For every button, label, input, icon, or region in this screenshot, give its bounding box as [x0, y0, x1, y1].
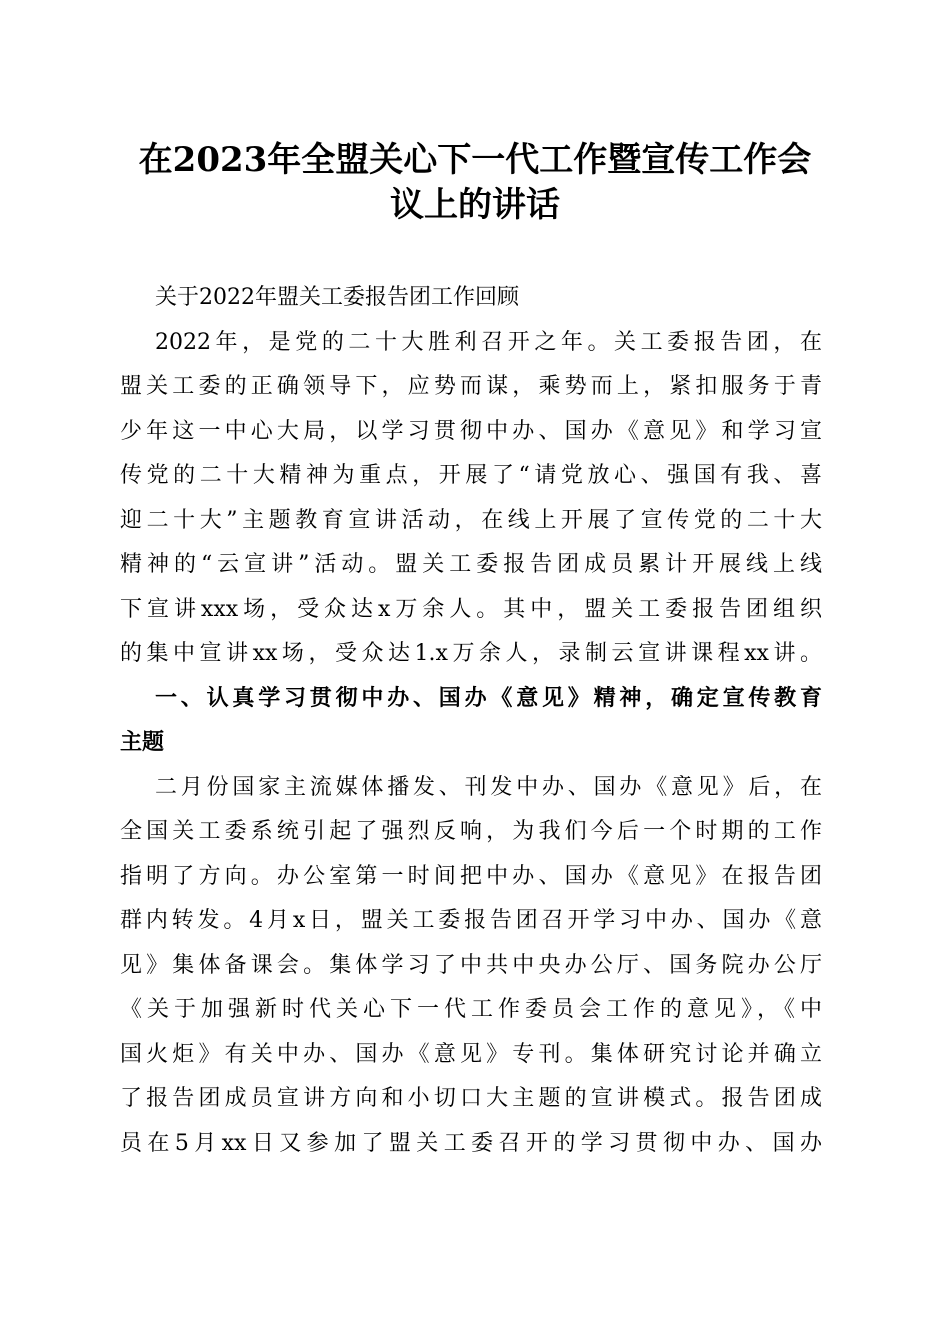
- paragraph-line: 传党的二十大精神为重点，开展了“请党放心、强国有我、喜: [120, 463, 822, 488]
- paragraph-line: 了报告团成员宣讲方向和小切口大主题的宣讲模式。报告团成: [120, 1086, 822, 1111]
- document-title-line-2: 议上的讲话: [390, 185, 560, 225]
- section-heading-line: 一、认真学习贯彻中办、国办《意见》精神，确定宣传教育: [155, 685, 822, 711]
- paragraph-line: 二月份国家主流媒体播发、刊发中办、国办《意见》后，在: [155, 774, 822, 800]
- section-heading-line: 主题: [120, 730, 165, 755]
- document-title-line-1: 在2023年全盟关心下一代工作暨宣传工作会: [138, 140, 812, 180]
- paragraph-line: 指明了方向。办公室第一时间把中办、国办《意见》在报告团: [120, 863, 822, 889]
- paragraph-line: 的集中宣讲xx场，受众达1.x万余人，录制云宣讲课程xx讲。: [120, 641, 822, 666]
- paragraph-line: 迎二十大”主题教育宣讲活动，在线上开展了宣传党的二十大: [120, 507, 822, 533]
- paragraph-line: 下宣讲xxx场，受众达x万余人。其中，盟关工委报告团组织: [120, 596, 822, 622]
- paragraph-line: 盟关工委的正确领导下，应势而谋，乘势而上，紧扣服务于青: [120, 374, 822, 399]
- paragraph-line: 《关于加强新时代关心下一代工作委员会工作的意见》，《中: [120, 997, 822, 1022]
- paragraph-line: 少年这一中心大局，以学习贯彻中办、国办《意见》和学习宣: [120, 418, 822, 444]
- paragraph-line: 见》集体备课会。集体学习了中共中央办公厅、国务院办公厅: [120, 952, 822, 978]
- paragraph-line: 全国关工委系统引起了强烈反响，为我们今后一个时期的工作: [120, 819, 822, 844]
- paragraph-line: 员在5月xx日又参加了盟关工委召开的学习贯彻中办、国办: [120, 1130, 822, 1156]
- paragraph-line: 2022年，是党的二十大胜利召开之年。关工委报告团，在: [155, 329, 822, 355]
- paragraph-line: 国火炬》有关中办、国办《意见》专刊。集体研究讨论并确立: [120, 1041, 822, 1067]
- paragraph-line: 群内转发。4月x日，盟关工委报告团召开学习中办、国办《意: [120, 908, 822, 933]
- paragraph-line: 关于2022年盟关工委报告团工作回顾: [155, 285, 519, 310]
- paragraph-line: 精神的“云宣讲”活动。盟关工委报告团成员累计开展线上线: [120, 552, 822, 577]
